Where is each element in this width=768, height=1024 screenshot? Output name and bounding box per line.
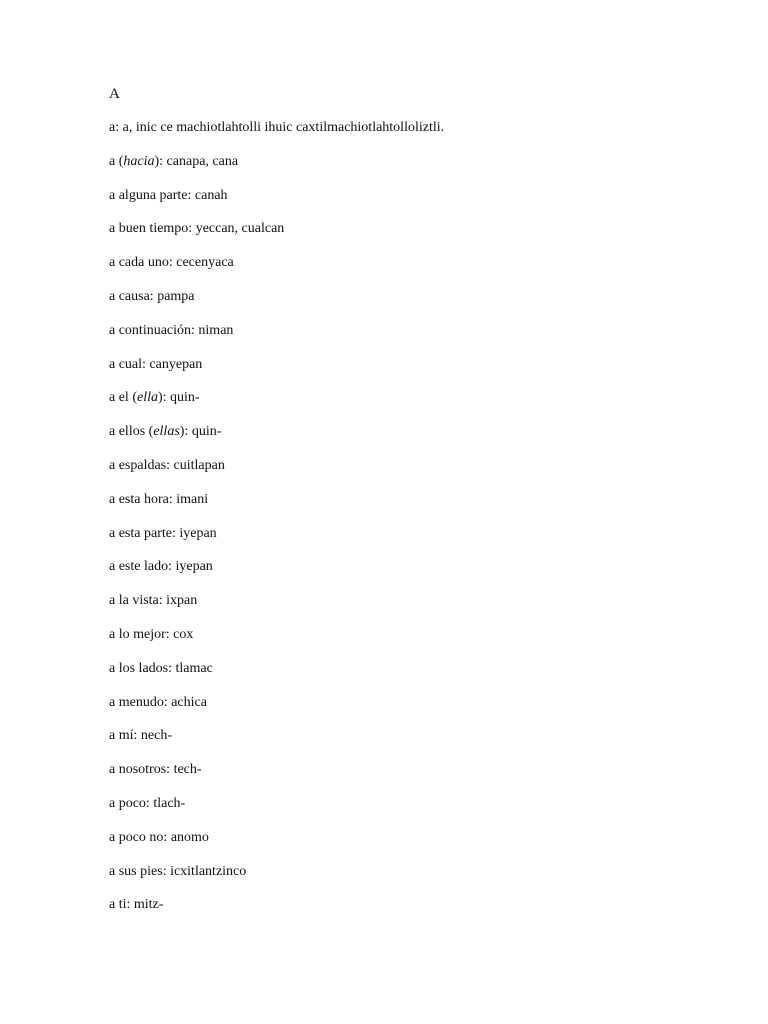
dictionary-entry: [109, 490, 709, 510]
entry-translation: canah: [194, 187, 228, 203]
entry-headword: a poco no:: [109, 829, 171, 845]
entry-headword: a ti:: [109, 897, 134, 913]
entry-translation: pampa: [157, 288, 195, 304]
entry-translation: yeccan, cualcan: [195, 221, 285, 237]
entry-italic-gloss: ellas: [153, 424, 180, 440]
entry-translation: anomo: [170, 829, 209, 845]
entry-headword: a nosotros:: [109, 762, 174, 778]
entry-headword: a (: [109, 153, 124, 169]
entry-headword: a sus pies:: [109, 863, 171, 879]
dictionary-entry: [109, 794, 709, 814]
entry-headword: a esta parte:: [109, 525, 180, 541]
entry-translation: ixpan: [166, 593, 198, 609]
entry-translation: icxitlantzinco: [170, 863, 247, 879]
entry-translation: canyepan: [149, 356, 203, 372]
entry-translation: mitz-: [133, 897, 164, 913]
entry-headword: a buen tiempo:: [109, 221, 196, 237]
dictionary-entry: [109, 726, 709, 746]
entry-list: [109, 118, 709, 915]
dictionary-entry: [109, 760, 709, 780]
entry-headword: a lo mejor:: [109, 626, 174, 642]
entry-italic-gloss: ella: [136, 390, 158, 406]
entry-headword: a ellos (: [109, 424, 154, 440]
entry-translation: a, inic ce machiotlahtolli ihuic caxtilmachiotlahtolloliztli.: [122, 120, 445, 135]
dictionary-entry: [109, 591, 709, 611]
dictionary-entry: [109, 557, 709, 577]
dictionary-entry: [109, 456, 709, 476]
dictionary-entry: [109, 388, 709, 408]
entry-headword: a esta hora:: [109, 491, 177, 507]
entry-translation: tech-: [173, 762, 202, 778]
entry-headword: a causa:: [109, 288, 158, 304]
entry-translation: niman: [198, 322, 234, 338]
dictionary-entry: [109, 422, 709, 442]
entry-headword: a poco:: [109, 795, 154, 811]
entry-translation: ): quin-: [157, 390, 200, 406]
section-letter-heading: A: [109, 86, 120, 102]
dictionary-entry: [109, 693, 709, 713]
entry-translation: tlach-: [153, 795, 186, 811]
dictionary-page: [109, 84, 709, 929]
entry-translation: cuitlapan: [173, 457, 225, 473]
dictionary-entry: [109, 828, 709, 848]
entry-headword: a el (: [109, 390, 137, 406]
dictionary-entry: [109, 219, 709, 239]
entry-translation: iyepan: [175, 559, 213, 575]
dictionary-entry: [109, 118, 709, 138]
entry-headword: a los lados:: [109, 660, 176, 676]
entry-headword: a alguna parte:: [109, 187, 195, 203]
dictionary-entry: [109, 186, 709, 206]
entry-headword: a cual:: [109, 356, 150, 372]
entry-headword: a cada uno:: [109, 255, 177, 271]
entry-headword: a espaldas:: [109, 457, 174, 473]
dictionary-entry: [109, 253, 709, 273]
dictionary-entry: [109, 895, 709, 915]
entry-headword: a menudo:: [109, 694, 172, 710]
dictionary-entry: [109, 524, 709, 544]
entry-translation: cecenyaca: [176, 255, 234, 271]
entry-translation: iyepan: [179, 525, 217, 541]
entry-translation: cox: [173, 626, 194, 642]
dictionary-entry: [109, 625, 709, 645]
entry-translation: imani: [176, 491, 209, 507]
entry-translation: achica: [171, 694, 207, 710]
dictionary-entry: [109, 152, 709, 172]
entry-headword: a mí:: [109, 728, 141, 744]
entry-translation: ): quin-: [179, 424, 222, 440]
dictionary-entry: [109, 287, 709, 307]
dictionary-entry: [109, 862, 709, 882]
entry-translation: nech-: [140, 728, 172, 744]
entry-translation: ): canapa, cana: [154, 153, 239, 169]
entry-headword: a continuación:: [109, 322, 199, 338]
entry-headword: a la vista:: [109, 593, 167, 609]
entry-translation: tlamac: [175, 660, 213, 676]
entry-headword: a:: [109, 120, 123, 135]
dictionary-entry: [109, 355, 709, 375]
dictionary-entry: [109, 659, 709, 679]
entry-italic-gloss: hacia: [123, 153, 155, 169]
entry-headword: a este lado:: [109, 559, 176, 575]
dictionary-entry: [109, 321, 709, 341]
